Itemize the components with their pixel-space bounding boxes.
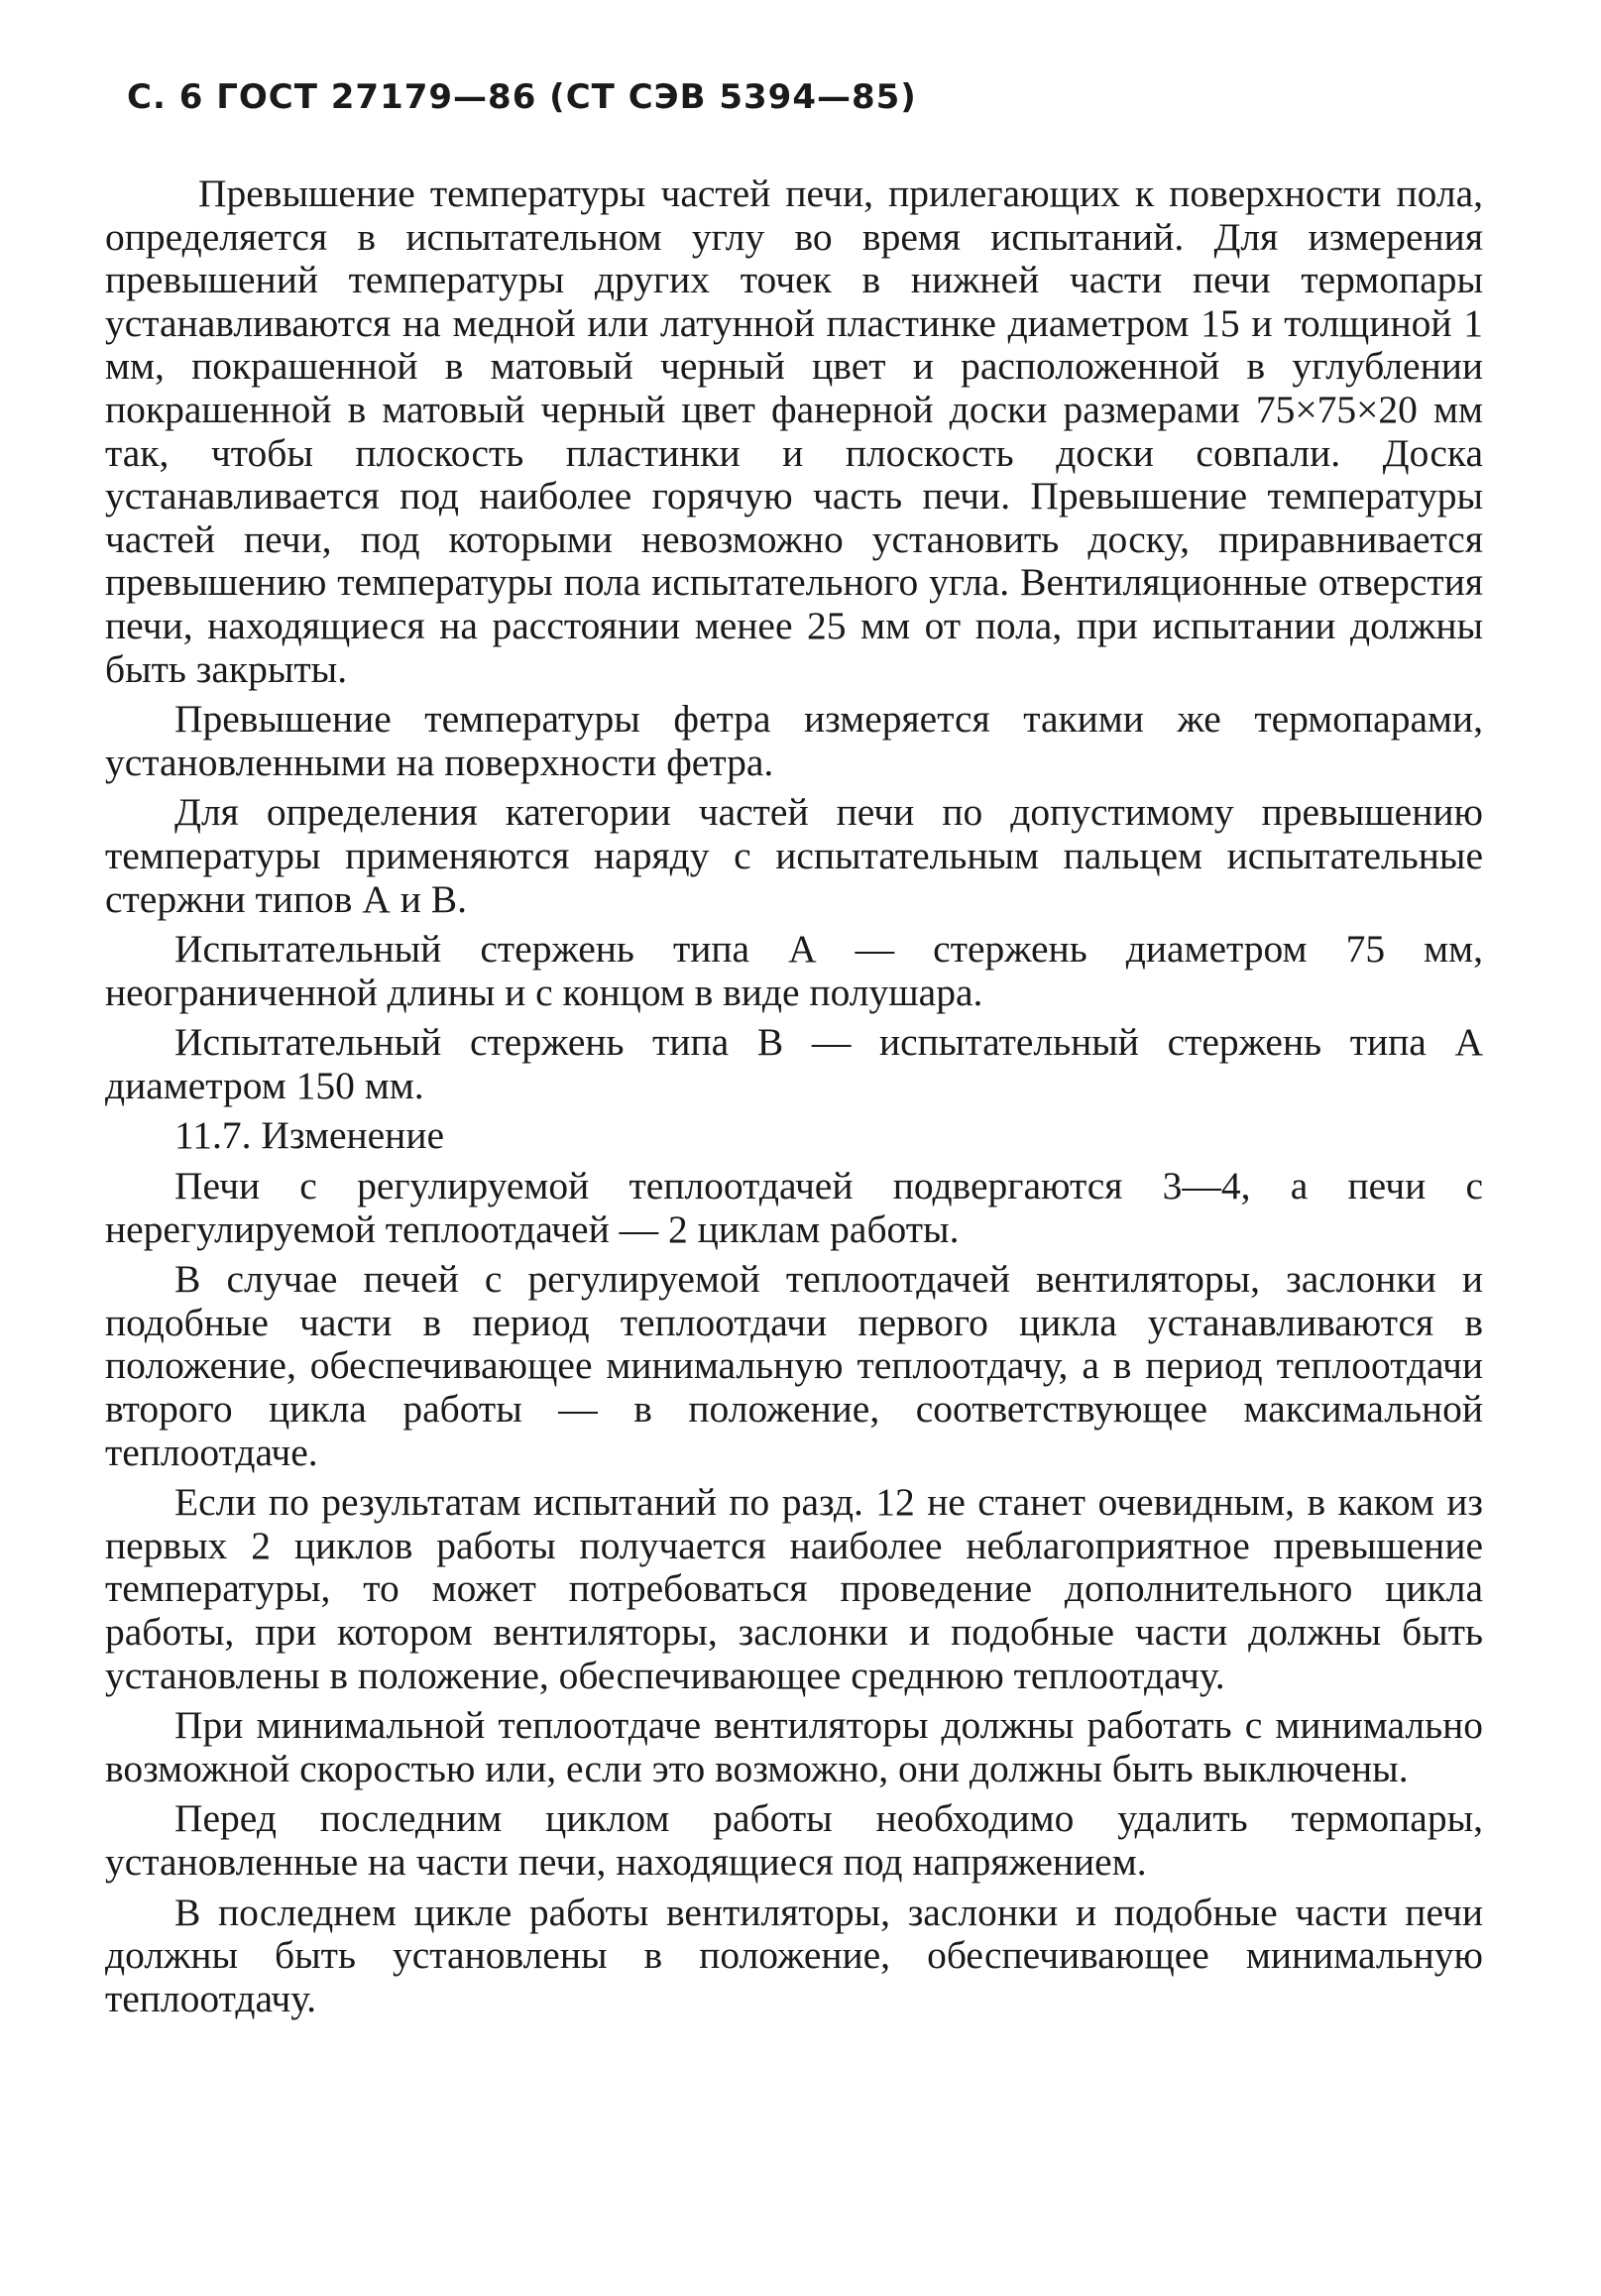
paragraph: Если по результатам испытаний по разд. 12 не станет очевидным, в каком из первых 2 циклов работы получается наиболее неблагоприятное превышение температуры, то может потребоваться проведение дополнительного цикла работы, при котором вентиляторы, заслонки и подобные части должны быть установлены в положение, обеспечивающее среднюю теплоотдачу. bbox=[105, 1480, 1483, 1697]
paragraph: В случае печей с регулируемой теплоотдачей вентиляторы, заслонки и подобные части в период теплоотдачи первого цикла устанавливаются в положение, обеспечивающее минимальную теплоотдачу, а в период теплоотдачи второго цикла работы — в положение, соответствующее максимальной теплоотдаче. bbox=[105, 1257, 1483, 1474]
paragraph: В последнем цикле работы вентиляторы, заслонки и подобные части печи должны быть установлены в положение, обеспечивающее минимальную теплоотдачу. bbox=[105, 1890, 1483, 2020]
paragraph: Печи с регулируемой теплоотдачей подвергаются 3—4, а печи с нерегулируемой теплоотдачей — 2 циклам работы. bbox=[105, 1164, 1483, 1251]
paragraph: Испытательный стержень типа В — испытательный стержень типа А диаметром 150 мм. bbox=[105, 1020, 1483, 1107]
paragraph: При минимальной теплоотдаче вентиляторы должны работать с минимально возможной скоростью или, если это возможно, они должны быть выключены. bbox=[105, 1703, 1483, 1790]
paragraph: Перед последним циклом работы необходимо удалить термопары, установленные на части печи, находящиеся под напряжением. bbox=[105, 1796, 1483, 1884]
paragraph: Превышение температуры фетра измеряется такими же термопарами, установленными на поверхности фетра. bbox=[105, 697, 1483, 784]
section-heading: 11.7. Изменение bbox=[174, 1113, 444, 1158]
paragraph: Испытательный стержень типа А — стержень диаметром 75 мм, неограниченной длины и с концом в виде полушара. bbox=[105, 927, 1483, 1014]
paragraph: Превышение температуры частей печи, прилегающих к поверхности пола, определяется в испытательном углу во время испытаний. Для измерения превышений температуры других точек в нижней части печи термопары устанавливаются на медной или латунной пластинке диаметром 15 и толщиной 1 мм, покрашенной в матовый черный цвет и расположенной в углублении покрашенной в матовый черный цвет фанерной доски размерами 75×75×20 мм так, чтобы плоскость пластинки и плоскость доски совпали. Доска устанавливается под наиболее горячую часть печи. Превышение температуры частей печи, под которыми невозможно установить доску, приравнивается превышению температуры пола испытательного угла. Вентиляционные отверстия печи, находящиеся на расстоянии менее 25 мм от пола, при испытании должны быть закрыты. bbox=[105, 172, 1483, 691]
body-text bbox=[105, 172, 1483, 2020]
paragraph: Для определения категории частей печи по допустимому превышению температуры применяются наряду с испытательным пальцем испытательные стержни типов А и В. bbox=[105, 790, 1483, 921]
page-header: С. 6 ГОСТ 27179—86 (СТ СЭВ 5394—85) bbox=[127, 77, 917, 117]
